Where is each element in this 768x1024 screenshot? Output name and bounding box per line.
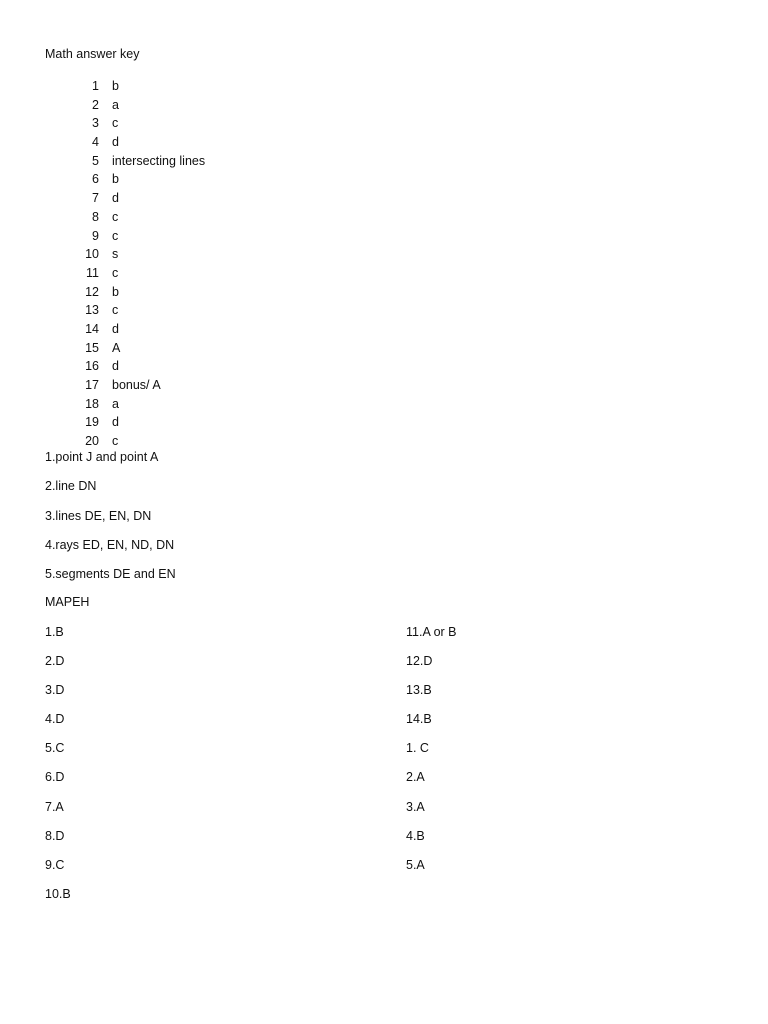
answer-value: bonus/ A xyxy=(112,378,161,392)
answer-value: c xyxy=(112,303,119,318)
mapeh-answer: 10.B xyxy=(45,886,71,901)
mapeh-answer: 13.B xyxy=(406,683,432,698)
mapeh-answer: 4.D xyxy=(45,712,65,727)
answer-value: b xyxy=(112,172,119,187)
answer-row xyxy=(0,320,400,339)
question-number: 14 xyxy=(85,321,99,336)
question-number: 4 xyxy=(92,135,99,150)
answer-value: d xyxy=(112,415,119,430)
mapeh-answer: 4.B xyxy=(406,828,425,843)
mapeh-answer: 3.A xyxy=(406,799,425,814)
geometry-answer: 4.rays ED, EN, ND, DN xyxy=(45,537,175,552)
geometry-answer-list xyxy=(45,448,176,594)
answer-value: c xyxy=(112,116,119,131)
question-number: 2 xyxy=(92,97,99,112)
answer-row xyxy=(0,413,400,432)
question-number: 20 xyxy=(85,434,99,449)
answer-row xyxy=(0,77,400,96)
mapeh-answer: 1.B xyxy=(45,625,64,639)
question-number: 19 xyxy=(85,415,99,430)
question-number: 6 xyxy=(92,172,99,187)
answer-value: intersecting lines xyxy=(112,153,206,168)
answer-row xyxy=(0,170,400,189)
answer-row xyxy=(0,339,400,358)
answer-row xyxy=(0,227,400,246)
answer-value: s xyxy=(112,247,119,262)
answer-value: d xyxy=(112,135,119,150)
answer-value: a xyxy=(112,97,119,112)
question-number: 18 xyxy=(85,396,99,411)
math-answer-list xyxy=(0,77,400,451)
question-number: 15 xyxy=(85,340,99,355)
question-number: 3 xyxy=(92,116,99,131)
answer-value: c xyxy=(112,209,119,224)
mapeh-answer: 8.D xyxy=(45,828,65,843)
answer-row xyxy=(0,245,400,264)
mapeh-answer: 6.D xyxy=(45,770,65,785)
answer-row xyxy=(0,264,400,283)
answer-value: d xyxy=(112,359,119,374)
mapeh-answer: 11.A or B xyxy=(406,625,457,639)
answer-row xyxy=(0,283,400,302)
question-number: 13 xyxy=(85,303,99,318)
mapeh-answer: 7.A xyxy=(45,799,64,814)
mapeh-answer: 5.C xyxy=(45,741,65,756)
question-number: 1 xyxy=(92,79,99,93)
question-number: 8 xyxy=(92,209,99,224)
mapeh-answer: 14.B xyxy=(406,712,432,727)
mapeh-answer: 1. C xyxy=(406,741,429,756)
answer-value: c xyxy=(112,265,119,280)
answer-row xyxy=(0,133,400,152)
mapeh-answer: 2.D xyxy=(45,654,65,669)
mapeh-left-column xyxy=(45,623,71,914)
question-number: 9 xyxy=(92,228,99,243)
answer-value: a xyxy=(112,396,119,411)
geometry-answer: 5.segments DE and EN xyxy=(45,567,176,582)
answer-row xyxy=(0,114,400,133)
answer-value: b xyxy=(112,284,119,299)
answer-value: c xyxy=(112,434,119,449)
answer-value: b xyxy=(112,79,119,93)
mapeh-answer: 12.D xyxy=(406,654,433,669)
geometry-answer: 1.point J and point A xyxy=(45,450,159,464)
answer-value: c xyxy=(112,228,119,243)
answer-value: A xyxy=(112,340,121,355)
mapeh-answer: 3.D xyxy=(45,683,65,698)
answer-row xyxy=(0,152,400,171)
mapeh-section-title: MAPEH xyxy=(45,595,90,609)
question-number: 12 xyxy=(85,284,99,299)
question-number: 17 xyxy=(85,378,99,392)
question-number: 5 xyxy=(92,153,99,168)
geometry-answer: 2.line DN xyxy=(45,479,97,494)
question-number: 10 xyxy=(85,247,99,262)
answer-value: d xyxy=(112,191,119,206)
answer-row xyxy=(0,301,400,320)
answer-value: d xyxy=(112,321,119,336)
answer-row xyxy=(0,395,400,414)
question-number: 16 xyxy=(85,359,99,374)
question-number: 11 xyxy=(86,265,99,280)
page-title: Math answer key xyxy=(45,47,140,61)
answer-row xyxy=(0,96,400,115)
answer-row xyxy=(0,189,400,208)
question-number: 7 xyxy=(92,191,99,206)
mapeh-answer: 5.A xyxy=(406,857,425,872)
answer-row xyxy=(0,357,400,376)
answer-row xyxy=(0,208,400,227)
mapeh-answer: 9.C xyxy=(45,857,65,872)
geometry-answer: 3.lines DE, EN, DN xyxy=(45,508,152,523)
answer-row xyxy=(0,376,400,395)
mapeh-right-column xyxy=(406,623,457,885)
mapeh-answer: 2.A xyxy=(406,770,425,785)
